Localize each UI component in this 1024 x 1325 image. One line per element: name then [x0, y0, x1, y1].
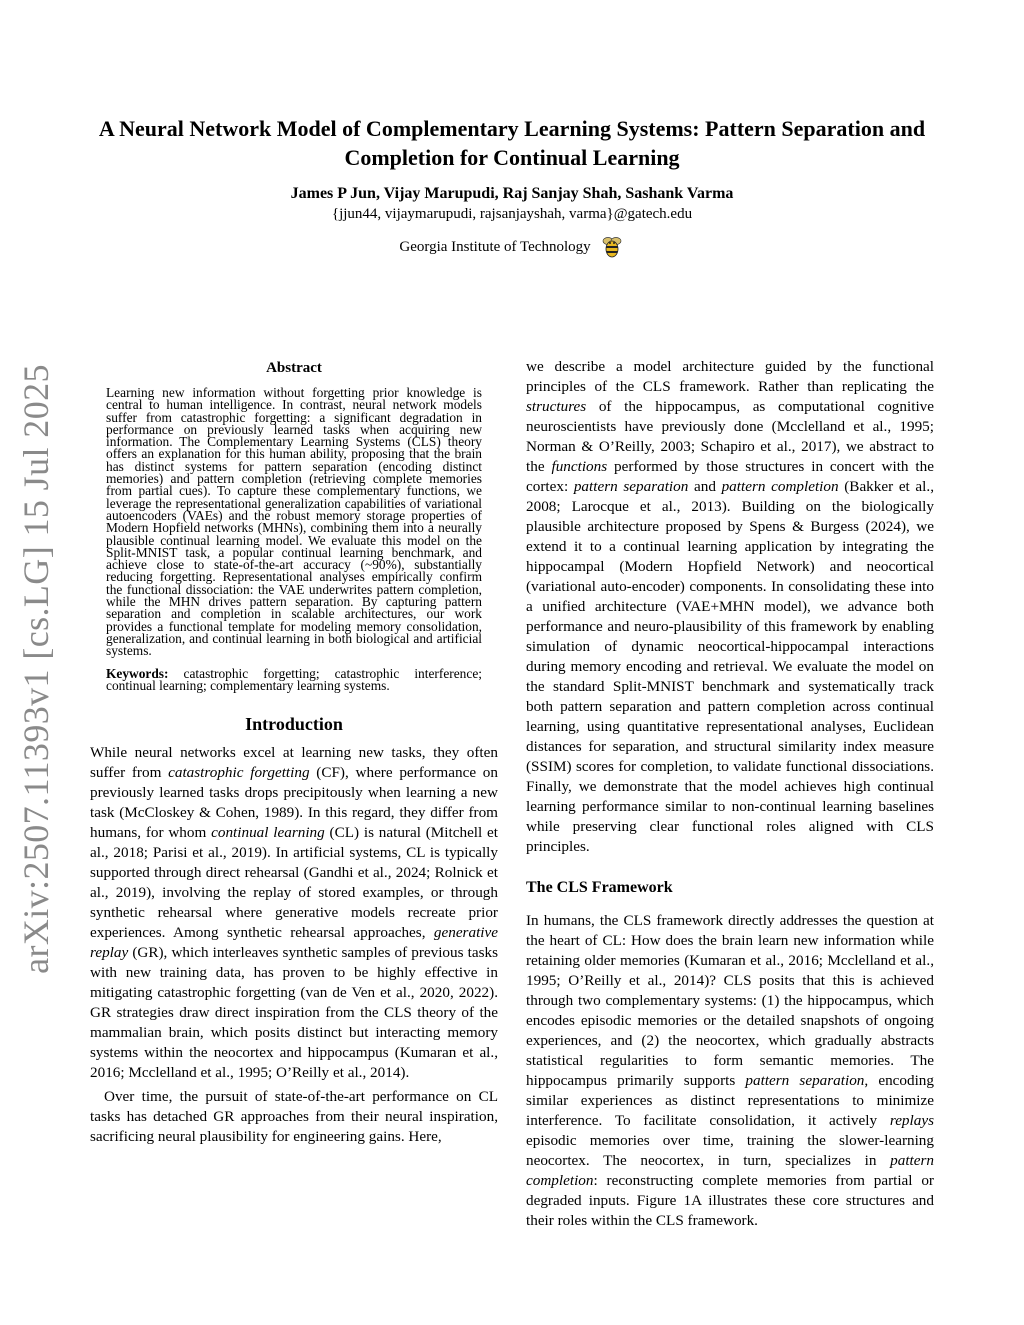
abstract-heading: Abstract: [266, 360, 322, 376]
author-list: James P Jun, Vijay Marupudi, Raj Sanjay Shah, Sashank Varma: [290, 185, 734, 202]
intro-paragraph-2: Over time, the pursuit of state-of-the-art performance on CL tasks has detached GR approaches from their neural inspiration, sacrificing neural plausibility for engineering gains. Here,: [90, 1088, 498, 1146]
keywords-text: catastrophic forgetting; catastrophic interference; continual learning; complementary learning systems.: [106, 665, 482, 693]
intro-paragraph-3: we describe a model architecture guided by the functional principles of the CLS framework. Rather than replicating the structures of the hippocampus, as computational cognitive neuroscientists have previously done (Mcclelland et al., 1995; Norman & O’Reilly, 2003; Schapiro et al., 2017), we abstract to the functions performed by those structures in concert with the cortex: pattern separation and pattern completion (Bakker et al., 2008; Larocque et al., 2013). Building on the biologically plausible architecture proposed by Spens & Burgess (2024), we extend it to a continual learning application by integrating the hippocampal (Modern Hopfield Network) and neocortical (variational auto-encoder) components. In consolidating these into a unified architecture (VAE+MHN model), we advance both performance and neuro-plausibility of this framework by enabling simulation of dynamic neocortical-hippocampal interactions during memory encoding and retrieval. We evaluate the model on the standard Split-MNIST benchmark and systematically track both pattern separation and pattern completion across continual learning, using quantitative representational analyses, Euclidean distances for separation, and structural similarity index measure (SSIM) scores for completion, to validate functional dissociations. Finally, we demonstrate that the model achieves high continual learning performance similar to non-continual learning baselines while preserving clear functional roles aligned with CLS principles.: [526, 358, 934, 855]
abstract-text: Learning new information without forgetting prior knowledge is central to human intelligence. In contrast, neural network models suffer from catastrophic forgetting: a significant degradation in performance on previously learned tasks when acquiring new information. The Complementary Learning Systems (CLS) theory offers an explanation for this human ability, proposing that the brain has distinct systems for pattern separation (encoding distinct memories) and pattern completion (retrieving complete memories from partial cues). To capture these complementary functions, we leverage the representational generalization capabilities of variational autoencoders (VAEs) and the robust memory storage properties of Modern Hopfield networks (MHNs), combining them into a neurally plausible continual learning model. We evaluate this model on the Split-MNIST task, a popular continual learning benchmark, and achieve close to state-of-the-art accuracy (~90%), substantially reducing forgetting. Representational analyses empirically confirm the functional dissociation: the VAE underwrites pattern completion, while the MHN drives pattern separation. By capturing pattern separation and completion in scalable architectures, our work provides a functional template for modeling memory consolidation, generalization, and continual learning in both biological and artificial systems.: [106, 385, 482, 659]
keywords: [106, 665, 482, 693]
arxiv-sidebar: [6, 363, 66, 975]
intro-paragraph-1: While neural networks excel at learning new tasks, they often suffer from catastrophic forgetting (CF), where performance on previously learned tasks drops precipitously when learning a new task (McCloskey & Cohen, 1989). In this regard, they differ from humans, for whom continual learning (CL) is natural (Mitchell et al., 2018; Parisi et al., 2019). In artificial systems, CL is typically supported through direct rehearsal (Gandhi et al., 2024; Rolnick et al., 2019), involving the replay of stored examples, or through synthetic rehearsal where generative models recreate prior experiences. Among synthetic rehearsal approaches, generative replay (GR), which interleaves synthetic samples of previous tasks with new training data, has proven to be highly effective in mitigating catastrophic forgetting (van de Ven et al., 2020, 2022). GR strategies draw direct inspiration from the CLS theory of the mammalian brain, which posits distinct but interacting memory systems within the neocortex and hippocampus (Kumaran et al., 2016; Mcclelland et al., 1995; O’Reilly et al., 2014).: [90, 744, 499, 1082]
cls-paragraph: In humans, the CLS framework directly addresses the question at the heart of CL: How does the brain learn new information while retaining older memories (Kumaran et al., 2016; Mcclelland et al., 1995; O’Reilly et al., 2014)? CLS posits that this is achieved through two complementary systems: (1) the hippocampus, which encodes episodic memories or the detailed snapshots of ongoing experiences, and (2) the neocortex, which gradually abstracts statistical regularities to form semantic memories. The hippocampus primarily supports pattern separation, encoding similar experiences as distinct representations to minimize interference. To facilitate consolidation, it actively replays episodic memories over time, training the slower-learning neocortex. The neocortex, in turn, specializes in pattern completion: reconstructing complete memories from partial or degraded inputs. Figure 1A illustrates these core structures and their roles within the CLS framework.: [526, 912, 934, 1229]
affiliation: Georgia Institute of Technology: [399, 239, 591, 255]
introduction-heading: Introduction: [245, 714, 343, 735]
paper-header: [60, 114, 964, 259]
affiliation-line: [60, 235, 964, 259]
yellow-jacket-mascot-icon: [599, 235, 625, 259]
left-column: [90, 360, 498, 1147]
paper-title: A Neural Network Model of Complementary Learning Systems: Pattern Separation and Completion for Continual Learning: [98, 116, 926, 170]
author-emails: {jjun44, vijaymarupudi, rajsanjayshah, varma}@gatech.edu: [331, 206, 693, 222]
right-column: [526, 357, 934, 1231]
cls-framework-heading: The CLS Framework: [526, 879, 673, 896]
keywords-label: Keywords:: [106, 665, 169, 681]
arxiv-identifier: arXiv:2507.11393v1 [cs.LG] 15 Jul 2025: [16, 364, 56, 974]
